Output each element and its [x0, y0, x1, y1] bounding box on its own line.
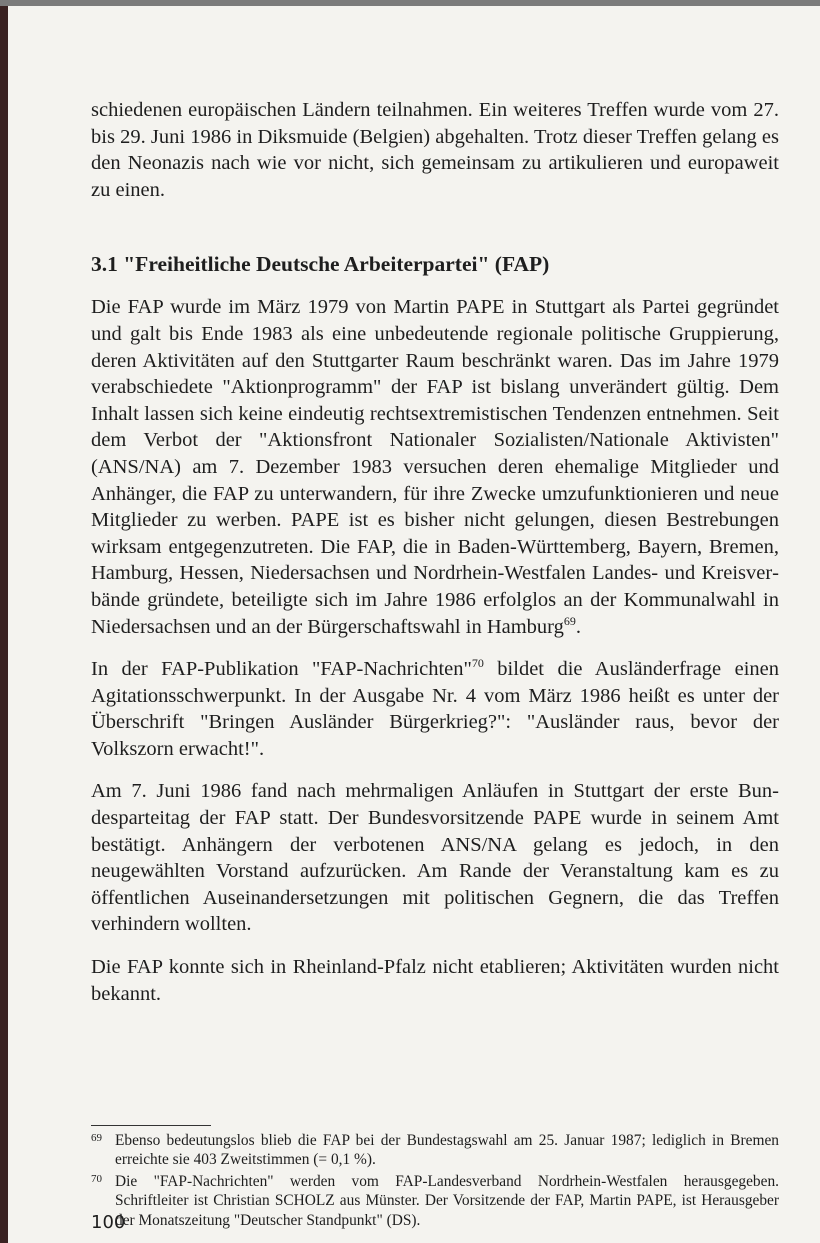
footnote-number: 70	[91, 1172, 102, 1185]
page-number: 100	[91, 1212, 126, 1233]
rheinland-pfalz-paragraph: Die FAP konnte sich in Rheinland-Pfalz nicht etablieren; Aktivitäten wurden nicht bekannt.	[91, 956, 779, 1005]
fap-history-text: Die FAP wurde im März 1979 von Martin PAPE in Stuttgart als Partei gegründet und galt bis Ende 1983 als eine unbedeutende regionale politische Gruppierung, deren Aktivitäten auf den Stuttgarter Raum beschränkt waren. Das im Jahre 1979 verabschiedete "Aktionprogramm" der FAP ist bislang unverändert gültig. Dem Inhalt lassen sich keine eindeutig rechtsextremistischen Tendenzen entnehmen. Seit dem Verbot der "Aktionsfront Nationaler Sozialisten/Nationale Aktivisten" (ANS/NA) am 7. Dezember 1983 versuchen deren ehemalige Mitglieder und Anhänger, die FAP zu unterwandern, für ihre Zwecke umzufunktionieren und neue Mitglieder zu werben. PAPE ist es bisher nicht gelungen, diesen Bestrebungen wirksam entgegenzutreten. Die FAP, die in Baden-Württemberg, Bayern, Bremen, Hamburg, Hessen, Niedersachsen und Nordrhein-Westfalen Landes- und Kreisverbände gründete, beteiligte sich im Jahre 1986 erfolglos an der Kommunalwahl in Niedersachsen und an der Bürgerschaftswahl in Hamburg	[91, 296, 779, 638]
fap-history-end: .	[575, 615, 582, 638]
section-heading: 3.1 "Freiheitliche Deutsche Arbeiterpartei" (FAP)	[91, 252, 550, 277]
scan-binding-edge	[0, 0, 8, 1243]
page-body	[91, 97, 779, 1007]
footnotes	[91, 1131, 779, 1232]
fap-history-paragraph	[91, 294, 779, 640]
intro-paragraph: schiedenen europäischen Ländern teilnahmen. Ein weiteres Treffen wurde vom 27. bis 29. Juni 1986 in Diksmuide (Belgien) abgehalten. Trotz dieser Treffen gelang es den Neonazis nach wie vor nicht, sich gemeinsam zu artikulieren und europaweit zu einen.	[91, 99, 779, 201]
fap-publication-paragraph	[91, 656, 779, 762]
footnote-text: Die "FAP-Nachrichten" werden vom FAP-Landesverband Nordrhein-Westfalen herausgegeben. Schriftleiter ist Christian SCHOLZ aus Münster. Der Vorsitzende der FAP, Martin PAPE, ist Herausgeber der Monatszeitung "Deutscher Standpunkt" (DS).	[115, 1172, 779, 1229]
footnote-text: Ebenso bedeutungslos blieb die FAP bei der Bundestagswahl am 25. Januar 1987; lediglich in Bremen erreichte sie 403 Zweitstimmen (= 0,1 %).	[115, 1132, 779, 1169]
scan-top-edge	[0, 0, 820, 6]
footnote-ref-69[interactable]: 69	[563, 613, 576, 628]
footnote-69	[91, 1131, 779, 1170]
footnote-number: 69	[91, 1132, 102, 1144]
party-congress-paragraph: Am 7. Juni 1986 fand nach mehrmaligen Anläufen in Stuttgart der erste Bundesparteitag der FAP statt. Der Bundesvorsitzende PAPE wurde in seinem Amt bestätigt. Anhängern der verbotenen ANS/NA gelang es jedoch, in den neugewählten Vorstand aufzurücken. Am Rande der Veranstaltung kam es zu öffentlichen Auseinandersetzungen mit politischen Gegnern, die das Treffen verhindern wollten.	[91, 780, 779, 936]
footnote-divider	[91, 1125, 211, 1126]
footnote-70	[91, 1172, 779, 1230]
footnote-ref-70[interactable]: 70	[471, 656, 484, 671]
fap-publication-text-a: In der FAP-Publikation "FAP-Nachrichten"	[91, 658, 472, 681]
fap-publication-text-b: bildet die Ausländerfrage einen Agitationsschwerpunkt. In der Ausgabe Nr. 4 vom März 1986 heißt es unter der Überschrift "Bringen Ausländer Bürgerkrieg?": "Ausländer raus, bevor der Volkszorn erwacht!".	[91, 658, 779, 760]
